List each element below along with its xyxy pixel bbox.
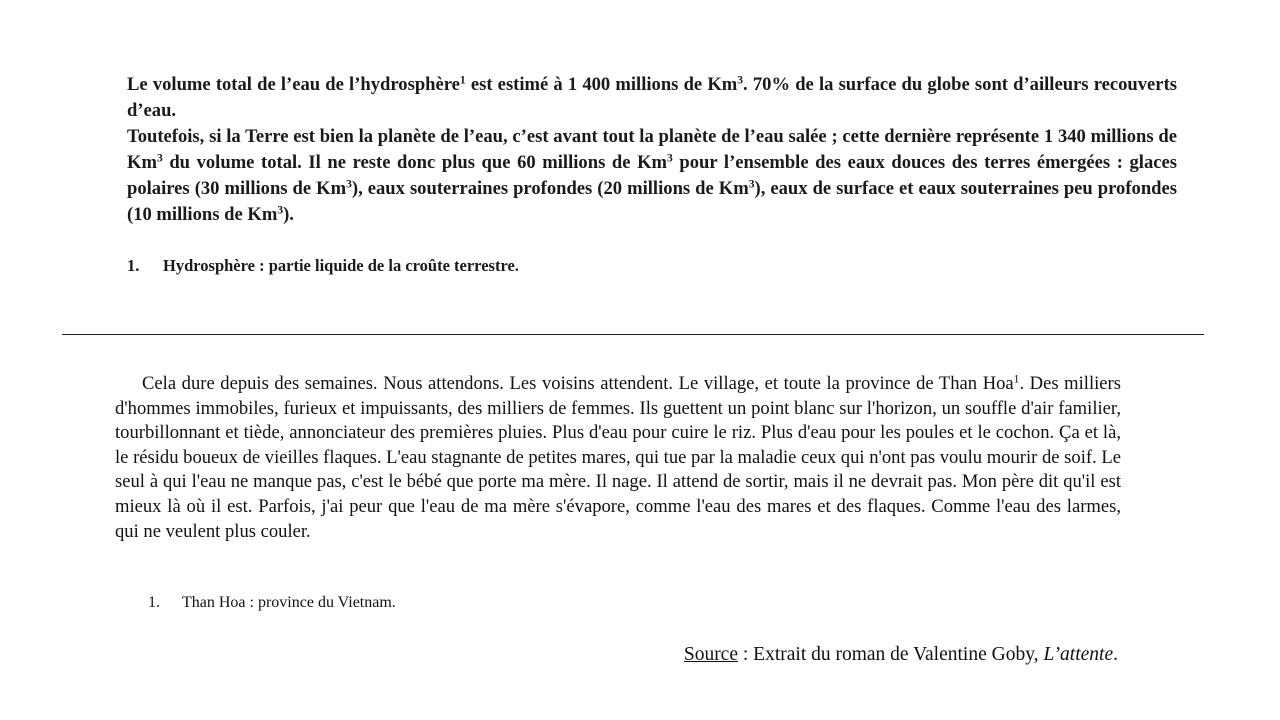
hydrosphere-paragraph-2: Toutefois, si la Terre est bien la planète de l’eau, c’est avant tout la planète de l’eau salée ; cette dernière représente 1 340 millions de Km$^3$ du volume total. Il ne reste donc plus que 60 millions de Km$^3$ pour l’ensemble des eaux douces des terres émergées : glaces polaires (30 millions de Km$^3$), eaux souterraines profondes (20 millions de Km$^3$), eaux de surface et eaux souterraines peu profondes (10 millions de Km$^3$). — [127, 126, 1178, 225]
section-divider — [62, 334, 1204, 335]
novel-footnote — [148, 594, 396, 612]
footnote-ref: 1 — [459, 74, 466, 87]
hydrosphere-paragraph-1: Le volume total de l’eau de l’hydrosphère$^1$ est estimé à 1 400 millions de Km$^3$. 70% de la surface du globe sont d’ailleurs recouverts d’eau. — [127, 74, 1177, 121]
footnote-text: Hydrosphère : partie liquide de la croûte terrestre. — [163, 256, 519, 275]
novel-paragraph: Cela dure depuis des semaines. Nous attendons. Les voisins attendent. Le village, et toute la province de Than Hoa$^1$. Des milliers d'hommes immobiles, furieux et impuissants, des milliers de femmes. Ils guettent un point blanc sur l'horizon, un souffle d'air familier, tourbillonnant et tiède, annonciateur des premières pluies. Plus d'eau pour cuire le riz. Plus d'eau pour les poules et le cochon. Ça et là, le résidu boueux de vieilles flaques. L'eau stagnante de petites mares, qui tue par la maladie ceux qui n'ont pas voulu mourir de soif. Le seul à qui l'eau ne manque pas, c'est le bébé que porte ma mère. Il nage. Il attend de sortir, mais il ne devrait pas. Mon père dit qu'il est mieux là où il est. Parfois, j'ai peur que l'eau de ma mère s'évapore, comme l'eau des mares et des flaques. Comme l'eau des larmes, qui ne veulent plus couler. — [115, 373, 1121, 542]
footnote-text: Than Hoa : province du Vietnam. — [182, 594, 396, 611]
footnote-number: 1. — [148, 594, 160, 611]
hydrosphere-passage — [127, 72, 1177, 228]
source-label: Source — [683, 644, 738, 665]
source-citation: Source : Extrait du roman de Valentine Goby, L’attente. — [683, 644, 1118, 665]
novel-excerpt — [115, 372, 1121, 544]
book-title: L’attente — [1043, 644, 1114, 665]
footnote-number: 1. — [127, 256, 140, 275]
hydrosphere-footnote — [127, 256, 519, 276]
footnote-ref: 1 — [1013, 373, 1020, 386]
